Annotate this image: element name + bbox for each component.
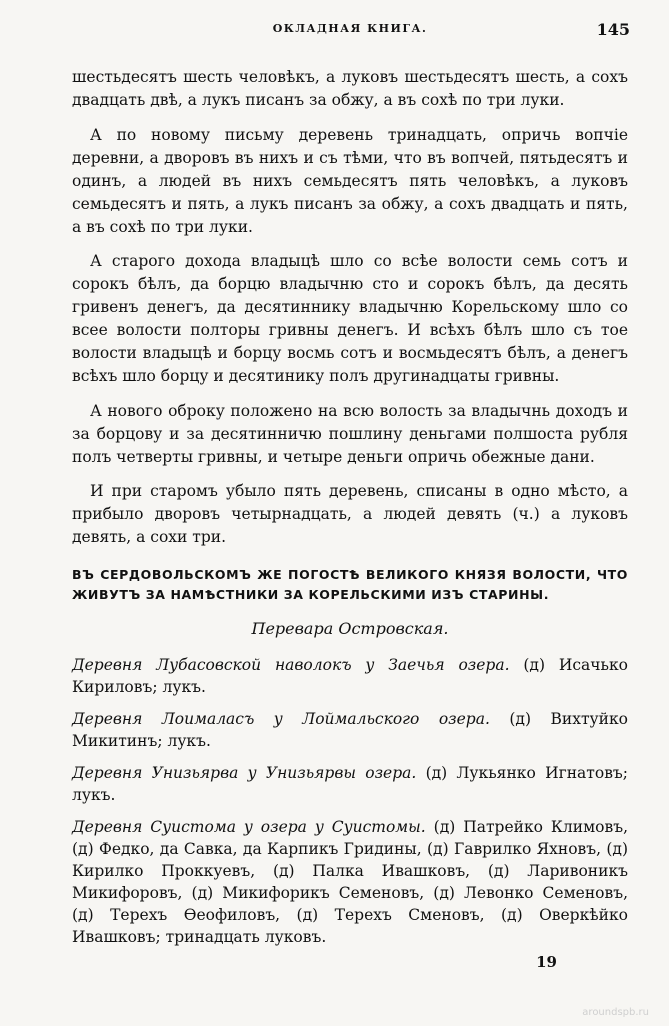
running-title: ОКЛАДНАЯ КНИГА.	[272, 22, 428, 35]
village-name: Деревня Лоималасъ у Лоймальского озера.	[72, 710, 490, 728]
village-residents: (д) Исачько Кириловъ; лукъ.	[72, 656, 628, 696]
subheading: Перевара Островская.	[251, 619, 449, 638]
paragraph: А нового оброку положено на всю волость за владычнь доходъ и за борцову и за десятинничю пошлину деньгами полшоста рубля полъ четверты гривны, и четыре деньги опричь обежные дани.	[72, 401, 628, 466]
village-name: Деревня Лубасовской наволокъ у Заечья озера.	[72, 656, 510, 674]
village-residents: (д) Лукьянко Игнатовъ; лукъ.	[72, 764, 629, 804]
paragraph: А по новому письму деревень тринадцать, опричь вопчіе деревни, а дворовъ въ нихъ и съ тѣми, что въ вопчей, пятьдесятъ и одинъ, а людей въ нихъ семьдесятъ пять человѣкъ, а луковъ семьдесятъ и пять, а лукъ писанъ за обжу, а сохъ двадцать и пять, а въ сохѣ по три луки.	[72, 125, 628, 236]
village-name: Деревня Суистома у озера у Суистомы.	[72, 818, 426, 836]
village-residents: (д) Вихтуйко Микитинъ; лукъ.	[72, 710, 629, 750]
page-header	[70, 22, 630, 44]
village-name: Деревня Унизьярва у Унизьярвы озера.	[72, 764, 417, 782]
watermark: aroundspb.ru	[582, 1007, 649, 1018]
village-entry	[72, 654, 628, 698]
village-entry	[72, 816, 628, 948]
paragraph: И при старомъ убыло пять деревень, списаны в одно мѣсто, а прибыло дворовъ четырнадцать, а людей девять (ч.) а луковъ девять, а сохи три.	[72, 482, 628, 546]
page-number: 145	[596, 20, 630, 39]
village-entry	[72, 708, 628, 752]
paragraph: шестьдесятъ шесть человѣкъ, а луковъ шестьдесятъ шесть, а сохъ двадцать двѣ, а лукъ писанъ за обжу, а въ сохѣ по три луки.	[72, 68, 628, 109]
section-heading: ВЪ СЕРДОВОЛЬСКОМЪ ЖЕ ПОГОСТѢ ВЕЛИКОГО КНЯЗЯ ВОЛОСТИ, ЧТО ЖИВУТЪ ЗА НАМѢСТНИКИ ЗА КОРЕЛЬСКИМИ ИЗЪ СТАРИНЫ.	[72, 567, 628, 602]
village-entry	[72, 762, 628, 806]
page-body	[72, 66, 628, 958]
signature-number: 19	[536, 953, 557, 971]
paragraph: А старого дохода владыцѣ шло со всѣе волости семь сотъ и сорокъ бѣлъ, да борцю владычню сто и сорокъ бѣлъ, да десять гривенъ денегъ, да десятиннику владычню Корельскому шло со всее волости полторы гривны денегъ. И всѣхъ бѣлъ шло съ тое волости владыцѣ и борцу восмь сотъ и восмьдесятъ бѣлъ, а денегъ всѣхъ шло борцу и десятинику полъ другинадцаты гривны.	[72, 252, 628, 385]
village-residents: (д) Патрейко Климовъ, (д) Федко, да Савка, да Карпикъ Гридины, (д) Гаврилко Яхновъ, (д) Кирилко Проккуевъ, (д) Палка Ивашковъ, (д) Ларивоникъ Микифоровъ, (д) Микифорикъ Семеновъ, (д) Левонко Семеновъ, (д) Терехъ Ѳеофиловъ, (д) Терехъ Сменовъ, (д) Оверкѣйко Ивашковъ; тринадцать луковъ.	[72, 818, 629, 946]
